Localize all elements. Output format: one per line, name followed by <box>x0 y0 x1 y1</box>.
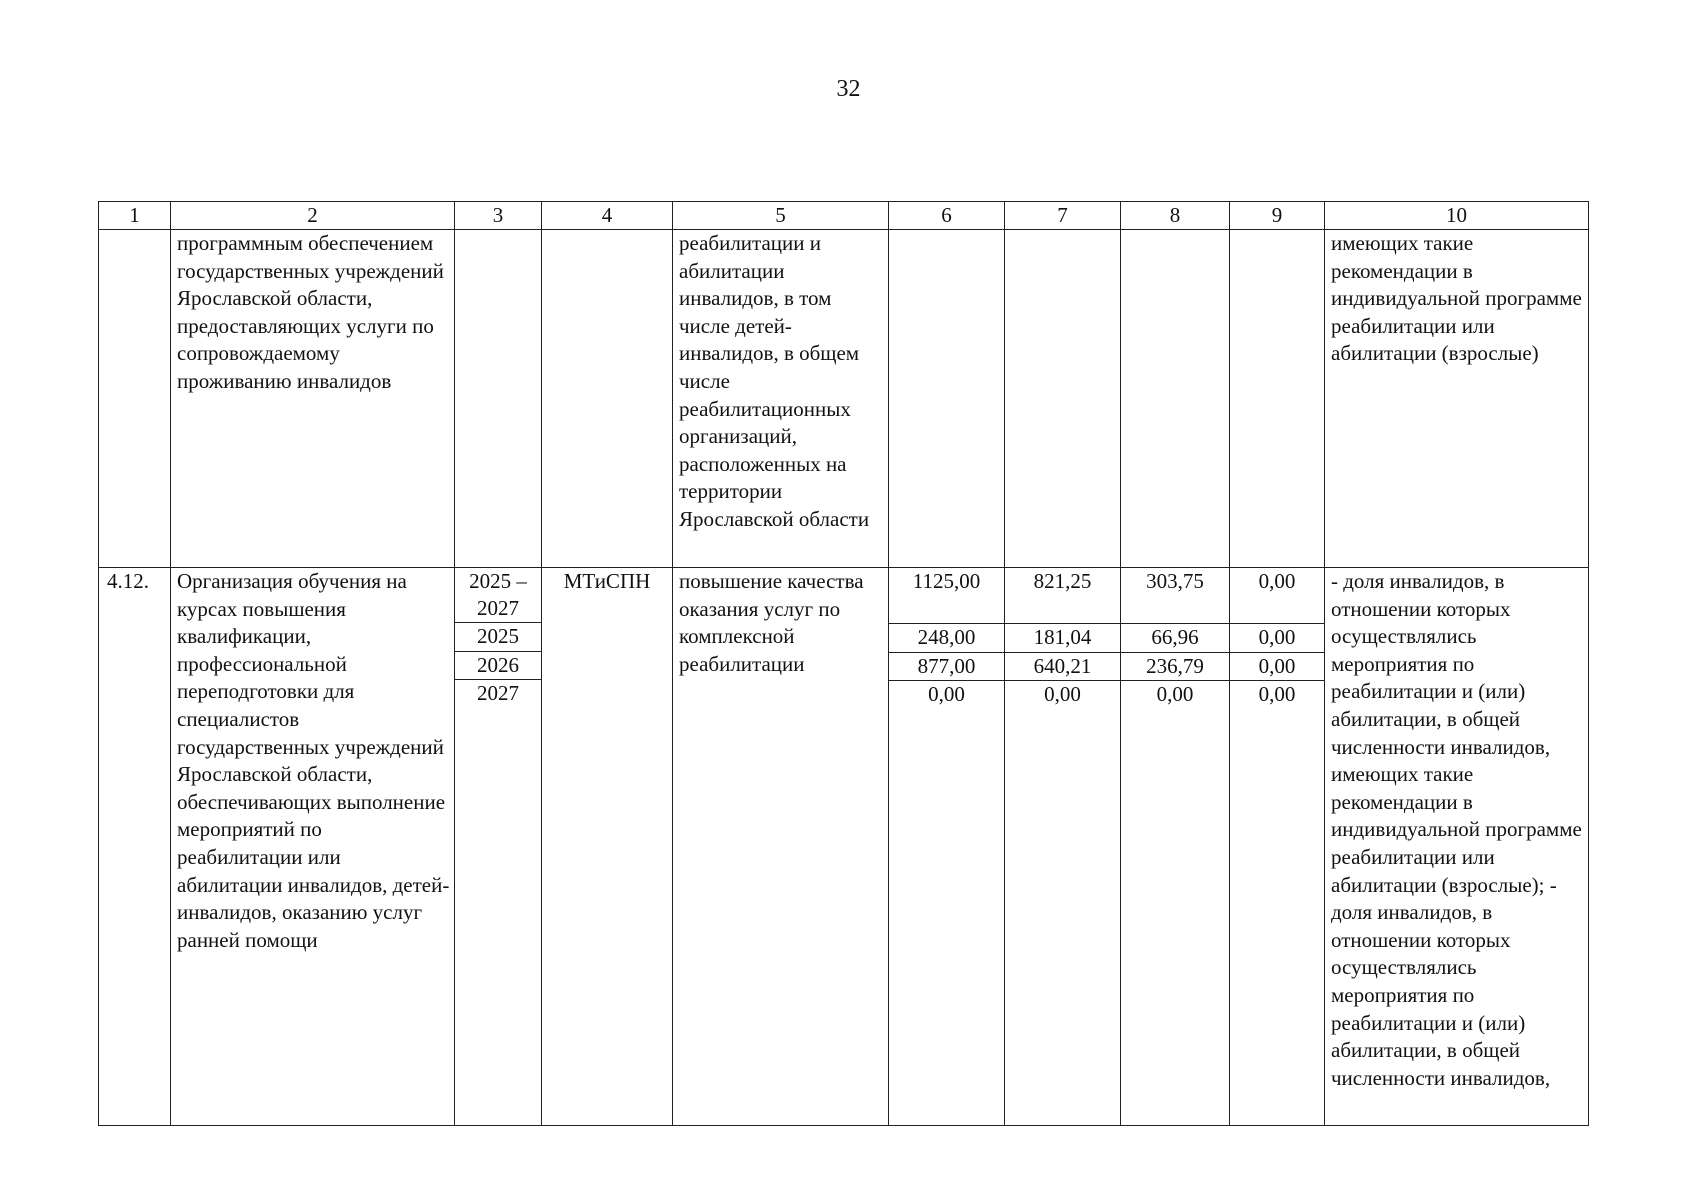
table-cell <box>889 230 1005 568</box>
amount-total: 303,75 <box>1121 568 1229 624</box>
column-header: 7 <box>1005 202 1121 230</box>
amount-2027: 0,00 <box>1258 682 1296 707</box>
column-header: 10 <box>1325 202 1589 230</box>
amount-total: 821,25 <box>1005 568 1120 624</box>
column-header: 5 <box>673 202 889 230</box>
column-header: 6 <box>889 202 1005 230</box>
indicator-text-cont: имеющих такие рекомендации в индивидуальной программе реабилитации или абилитации (взрослые) <box>1325 230 1589 568</box>
column-header: 1 <box>99 202 171 230</box>
measure-description: Организация обучения на курсах повышения квалификации, профессиональной переподготовки для специалистов государственных учреждений Ярославской области, обеспечивающих выполнение мероприятий по реабилитации или абилитации инвалидов, детей-инвалидов, оказанию услуг ранней помощи <box>171 568 455 1126</box>
table-cell <box>1121 230 1230 568</box>
table-cell <box>99 230 171 568</box>
result-text: повышение качества оказания услуг по комплексной реабилитации <box>673 568 889 1126</box>
column-header: 3 <box>455 202 542 230</box>
amount-2025: 66,96 <box>1121 624 1229 653</box>
period-years: 2027 <box>477 681 519 706</box>
amount-2025: 248,00 <box>889 624 1004 653</box>
executor-cell: МТиСПН <box>542 568 673 1126</box>
measure-description-cont: программным обеспечением государственных учреждений Ярославской области, предоставляющих услуги по сопровождаемому проживанию инвалидов <box>171 230 455 568</box>
amount-2026: 236,79 <box>1121 653 1229 682</box>
column-header: 8 <box>1121 202 1230 230</box>
period-years: 2025 <box>455 623 541 652</box>
column-header: 9 <box>1230 202 1325 230</box>
table-cell <box>455 230 542 568</box>
table-cell <box>1230 230 1325 568</box>
amount-2027: 0,00 <box>1044 682 1081 707</box>
amount-2027: 0,00 <box>928 682 965 707</box>
result-text-cont: реабилитации и абилитации инвалидов, в том числе детей-инвалидов, в общем числе реабилитационных организаций, расположенных на территории Ярославской области <box>673 230 889 568</box>
table-row-continued <box>99 230 1589 568</box>
amount-total: 0,00 <box>1230 568 1324 624</box>
table-cell <box>1005 230 1121 568</box>
table-cell <box>542 230 673 568</box>
col6-cell <box>889 568 1005 1126</box>
amount-2026: 0,00 <box>1230 653 1324 682</box>
column-header: 4 <box>542 202 673 230</box>
measures-table <box>98 201 1589 1126</box>
period-years: 2025 – 2027 <box>455 568 541 623</box>
amount-2025: 181,04 <box>1005 624 1120 653</box>
col9-cell <box>1230 568 1325 1126</box>
col8-cell <box>1121 568 1230 1126</box>
amount-2026: 640,21 <box>1005 653 1120 682</box>
column-number-row <box>99 202 1589 230</box>
period-years: 2026 <box>455 652 541 681</box>
amount-2027: 0,00 <box>1156 682 1194 707</box>
indicator-text: - доля инвалидов, в отношении которых осуществлялись мероприятия по реабилитации и (или) абилитации, в общей численности инвалидов, имеющих такие рекомендации в индивидуальной программе реабилитации или абилитации (взрослые); - доля инвалидов, в отношении которых осуществлялись мероприятия по реабилитации и (или) абилитации, в общей численности инвалидов, <box>1325 568 1589 1126</box>
amount-2026: 877,00 <box>889 653 1004 682</box>
amount-2025: 0,00 <box>1230 624 1324 653</box>
table-row-4-12 <box>99 568 1589 1126</box>
years-cell <box>455 568 542 1126</box>
amount-total: 1125,00 <box>889 568 1004 624</box>
col7-cell <box>1005 568 1121 1126</box>
page-number: 32 <box>836 76 861 102</box>
column-header: 2 <box>171 202 455 230</box>
row-number: 4.12. <box>99 568 171 1126</box>
